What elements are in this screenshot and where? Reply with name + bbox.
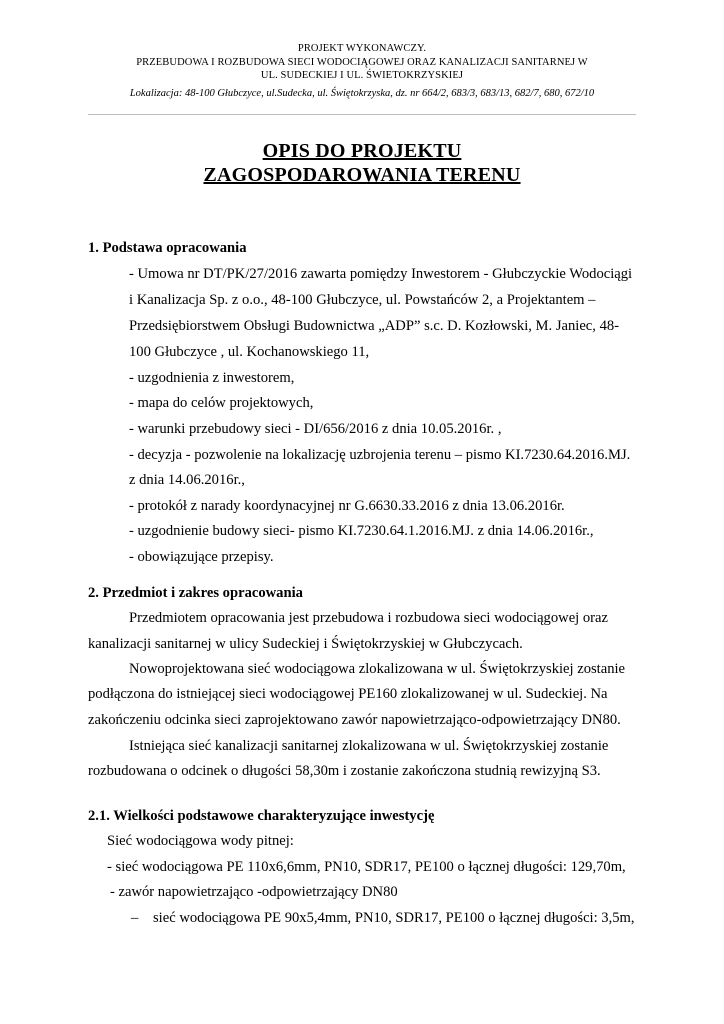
- section21-heading: 2.1. Wielkości podstawowe charakteryzujące inwestycję: [88, 808, 435, 824]
- section1-line: - obowiązujące przepisy.: [129, 549, 274, 565]
- section2-line: rozbudowana o odcinek o długości 58,30m i zostanie zakończona studnią rewizyjną S3.: [88, 763, 601, 779]
- header-divider: [88, 114, 636, 115]
- header-project-type: PROJEKT WYKONAWCZY.: [297, 43, 427, 54]
- section21-line: Sieć wodociągowa wody pitnej:: [107, 833, 294, 849]
- section2-line: Nowoprojektowana sieć wodociągowa zlokalizowana w ul. Świętokrzyskiej zostanie: [129, 661, 626, 677]
- section21-bullet-text: sieć wodociągowa PE 90x5,4mm, PN10, SDR17, PE100 o łącznej długości: 3,5m,: [153, 910, 635, 926]
- header-location: Lokalizacja: 48-100 Głubczyce, ul.Sudecka, ul. Świętokrzyska, dz. nr 664/2, 683/3, 683/13, 682/7, 680, 672/10: [129, 88, 595, 99]
- section1-line: z dnia 14.06.2016r.,: [129, 472, 245, 488]
- header-project-streets: UL. SUDECKIEJ I UL. ŚWIETOKRZYSKIEJ: [260, 70, 464, 81]
- header-project-title: PRZEBUDOWA I ROZBUDOWA SIECI WODOCIĄGOWEJ ORAZ KANALIZACJI SANITARNEJ W: [136, 57, 588, 68]
- section1-line: - warunki przebudowy sieci - DI/656/2016 z dnia 10.05.2016r. ,: [129, 421, 502, 437]
- section1-line: i Kanalizacja Sp. z o.o., 48-100 Głubczyce, ul. Powstańców 2, a Projektantem –: [129, 292, 596, 308]
- section1-line: - mapa do celów projektowych,: [129, 395, 314, 411]
- document-title-line1: OPIS DO PROJEKTU: [262, 140, 462, 162]
- section1-line: - decyzja - pozwolenie na lokalizację uzbrojenia terenu – pismo KI.7230.64.2016.MJ.: [129, 447, 631, 463]
- section1-heading: 1. Podstawa opracowania: [88, 240, 247, 256]
- bullet-dash-icon: –: [131, 910, 139, 926]
- section2-line: Przedmiotem opracowania jest przebudowa i rozbudowa sieci wodociągowej oraz: [129, 610, 608, 626]
- section2-line: Istniejąca sieć kanalizacji sanitarnej zlokalizowana w ul. Świętokrzyskiej zostanie: [129, 738, 609, 754]
- section21-line: - zawór napowietrzająco -odpowietrzający DN80: [110, 884, 398, 900]
- document-title-line2: ZAGOSPODAROWANIA TERENU: [203, 164, 521, 186]
- section2-line: zakończeniu odcinka sieci zaprojektowano zawór napowietrzająco-odpowietrzający DN80.: [88, 712, 621, 728]
- section1-line: - uzgodnienie budowy sieci- pismo KI.7230.64.1.2016.MJ. z dnia 14.06.2016r.,: [129, 523, 594, 539]
- section2-line: podłączona do istniejącej sieci wodociągowej PE160 zlokalizowanej w ul. Sudeckiej. Na: [88, 686, 608, 702]
- section1-line: 100 Głubczyce , ul. Kochanowskiego 11,: [129, 344, 370, 360]
- section2-heading: 2. Przedmiot i zakres opracowania: [88, 585, 303, 601]
- section1-line: Przedsiębiorstwem Obsługi Budownictwa „ADP” s.c. D. Kozłowski, M. Janiec, 48-: [129, 318, 620, 334]
- section1-line: - protokół z narady koordynacyjnej nr G.6630.33.2016 z dnia 13.06.2016r.: [129, 498, 565, 514]
- section1-line: - Umowa nr DT/PK/27/2016 zawarta pomiędzy Inwestorem - Głubczyckie Wodociągi: [129, 266, 633, 282]
- section1-line: - uzgodnienia z inwestorem,: [129, 370, 295, 386]
- section21-line: - sieć wodociągowa PE 110x6,6mm, PN10, SDR17, PE100 o łącznej długości: 129,70m,: [107, 859, 626, 875]
- section2-line: kanalizacji sanitarnej w ulicy Sudeckiej i Świętokrzyskiej w Głubczycach.: [88, 636, 523, 652]
